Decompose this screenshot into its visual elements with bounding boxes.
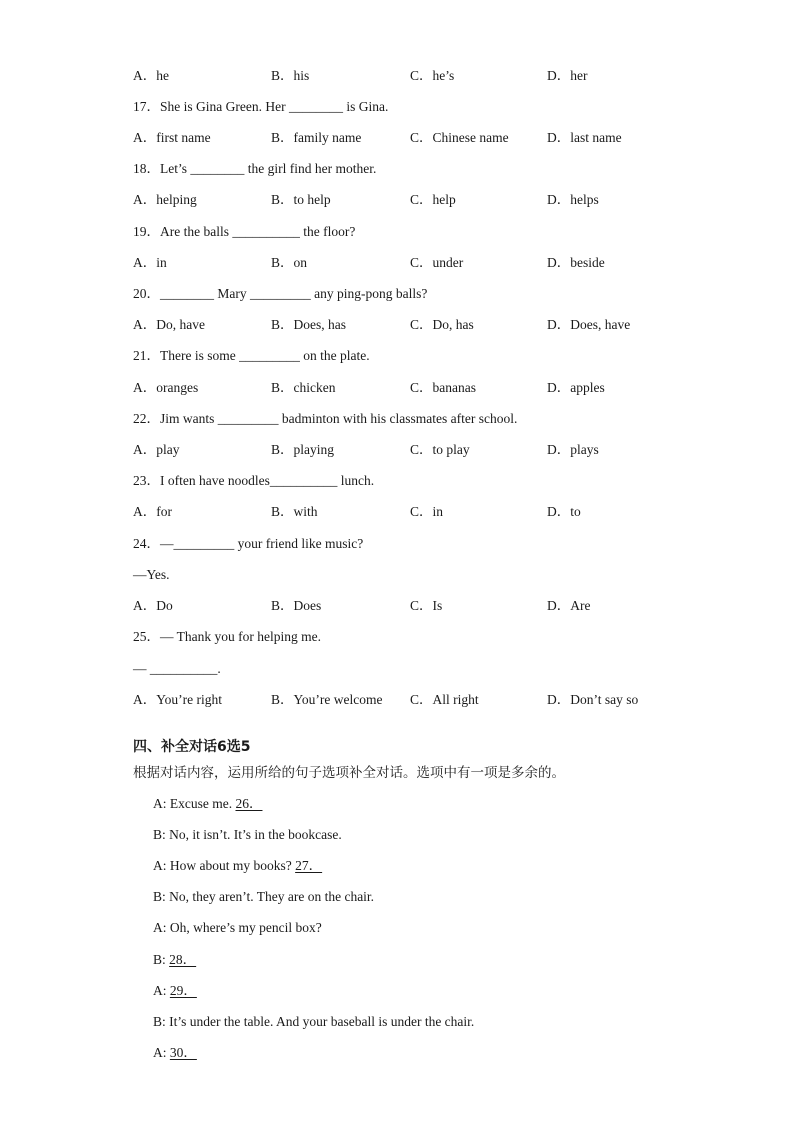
option-c: C．Do, has — [410, 317, 474, 332]
dialogue-text: A: How about my books? — [153, 858, 296, 873]
question-text: —Yes. — [133, 567, 170, 582]
dialogue-line — [153, 1013, 474, 1031]
option-c: C．All right — [410, 692, 479, 707]
question-text: 20．________ Mary _________ any ping-pong balls? — [133, 286, 428, 301]
option-a: A．oranges — [133, 380, 199, 395]
option-d: D．Does, have — [547, 317, 631, 332]
option-a: A．Do, have — [133, 317, 205, 332]
dialogue-text: A: Oh, where’s my pencil box? — [153, 920, 322, 935]
option-c: C．bananas — [410, 380, 476, 395]
option-b: B．You’re welcome — [271, 692, 383, 707]
option-b: B．chicken — [271, 380, 336, 395]
option-d: D．helps — [547, 192, 599, 207]
option-d: D．Don’t say so — [547, 692, 639, 707]
question-text: 23．I often have noodles__________ lunch. — [133, 473, 375, 488]
option-a: A．first name — [133, 130, 211, 145]
dialogue-line — [153, 826, 342, 844]
option-d: D．Are — [547, 598, 591, 613]
dialogue-text: B: No, it isn’t. It’s in the bookcase. — [153, 827, 342, 842]
dialogue-text: A: Excuse me. — [153, 796, 236, 811]
option-d: D．last name — [547, 130, 622, 145]
option-b: B．with — [271, 504, 318, 519]
option-c: C．to play — [410, 442, 470, 457]
dialogue-line — [153, 919, 322, 937]
option-a: A．helping — [133, 192, 197, 207]
option-a: A．for — [133, 504, 172, 519]
option-c: C．Is — [410, 598, 443, 613]
option-d: D．to — [547, 504, 581, 519]
dialogue-text: B: It’s under the table. And your baseball is under the chair. — [153, 1014, 475, 1029]
dialogue-line — [153, 795, 262, 813]
section-instruction: 根据对话内容，运用所给的句子选项补全对话。选项中有一项是多余的。 — [133, 765, 565, 781]
option-a: A．in — [133, 255, 167, 270]
option-b: B．Does — [271, 598, 322, 613]
option-a: A．Do — [133, 598, 173, 613]
option-c: C．under — [410, 255, 464, 270]
answer-blank[interactable]: 29． — [169, 983, 197, 998]
option-a: A．play — [133, 442, 180, 457]
question-text: 19．Are the balls __________ the floor? — [133, 224, 356, 239]
answer-blank[interactable]: 27． — [295, 858, 323, 873]
dialogue-line — [153, 982, 197, 1000]
dialogue-line — [153, 888, 374, 906]
dialogue-line — [153, 857, 322, 875]
option-b: B．his — [271, 68, 310, 83]
option-c: C．in — [410, 504, 444, 519]
option-d: D．plays — [547, 442, 599, 457]
section-title: 四、补全对话6选5 — [133, 739, 251, 755]
question-text: 17．She is Gina Green. Her ________ is Gina. — [133, 99, 389, 114]
dialogue-text: A: — [153, 983, 170, 998]
option-d: D．her — [547, 68, 588, 83]
dialogue-text: A: — [153, 1045, 170, 1060]
question-text: 22．Jim wants _________ badminton with his classmates after school. — [133, 411, 518, 426]
question-text: 25．— Thank you for helping me. — [133, 629, 321, 644]
option-c: C．help — [410, 192, 456, 207]
answer-blank[interactable]: 26． — [235, 796, 263, 811]
answer-blank[interactable]: 28． — [169, 952, 197, 967]
dialogue-text: B: No, they aren’t. They are on the chair. — [153, 889, 375, 904]
dialogue-line — [153, 951, 196, 969]
option-b: B．family name — [271, 130, 362, 145]
option-b: B．to help — [271, 192, 331, 207]
dialogue-line — [153, 1044, 197, 1062]
option-a: A．You’re right — [133, 692, 223, 707]
dialogue-text: B: — [153, 952, 170, 967]
option-a: A．he — [133, 68, 169, 83]
option-d: D．beside — [547, 255, 605, 270]
option-b: B．Does, has — [271, 317, 346, 332]
question-text: 18．Let’s ________ the girl find her mother. — [133, 161, 377, 176]
question-text: 21．There is some _________ on the plate. — [133, 348, 370, 363]
option-c: C．he’s — [410, 68, 455, 83]
option-b: B．on — [271, 255, 308, 270]
question-text: 24．—_________ your friend like music? — [133, 536, 364, 551]
option-c: C．Chinese name — [410, 130, 509, 145]
option-b: B．playing — [271, 442, 334, 457]
question-text: — __________. — [133, 661, 221, 676]
option-d: D．apples — [547, 380, 605, 395]
answer-blank[interactable]: 30． — [169, 1045, 197, 1060]
